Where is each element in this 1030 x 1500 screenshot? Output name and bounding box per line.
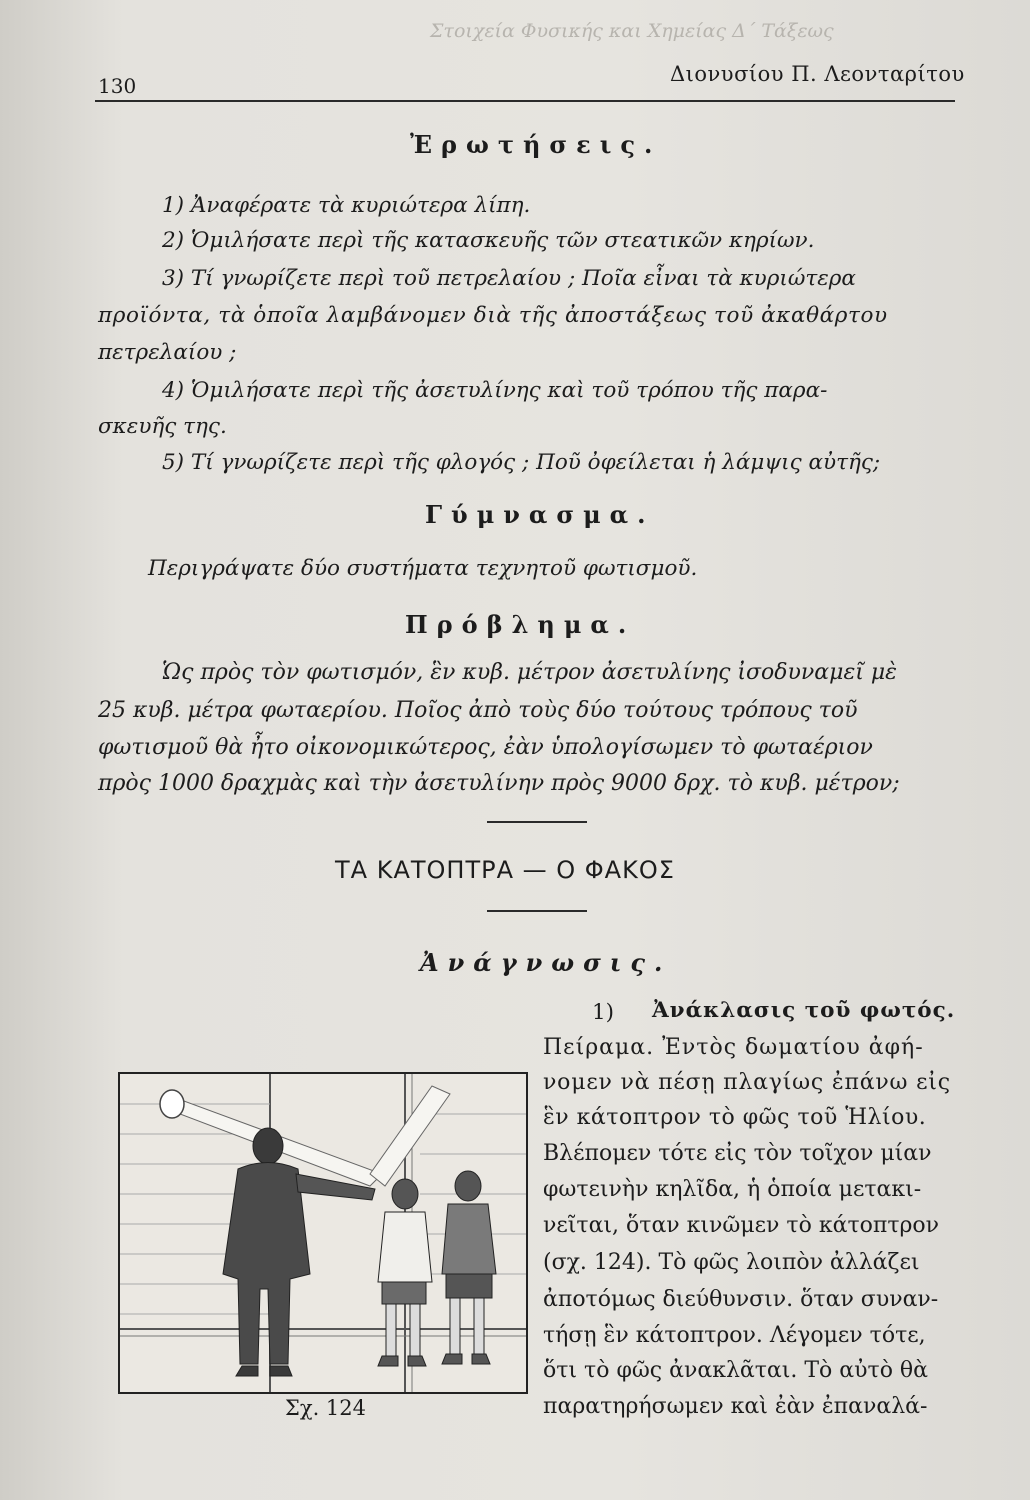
reading-line: τήσῃ ἓν κάτοπτρον. Λέγομεν τότε,	[543, 1323, 926, 1348]
question-line: 3) Τί γνωρίζετε περὶ τοῦ πετρελαίου ; Ποῖα εἶναι τὰ κυριώτερα	[162, 266, 856, 291]
reading-line: ὅτι τὸ φῶς ἀνακλᾶται. Τὸ αὐτὸ θὰ	[543, 1358, 929, 1383]
questions-title: Ἐρωτήσεις.	[410, 130, 662, 159]
reading-line: νεῖται, ὅταν κινῶμεν τὸ κάτοπτρον	[543, 1213, 940, 1238]
exercise-title: Γύμνασμα.	[425, 500, 655, 529]
figure-caption: Σχ. 124	[285, 1396, 367, 1420]
reading-line: Βλέπομεν τότε εἰς τὸν τοῖχον μίαν	[543, 1141, 932, 1166]
question-line: 2) Ὁμιλήσατε περὶ τῆς κατασκευῆς τῶν στεατικῶν κηρίων.	[162, 228, 815, 253]
question-line: σκευῆς της.	[98, 414, 227, 439]
mirror-reflection-illustration	[120, 1074, 526, 1392]
reading-line: φωτεινὴν κηλῖδα, ἡ ὁποία μετακι-	[543, 1177, 922, 1202]
problem-line: πρὸς 1000 δραχμὰς καὶ τὴν ἀσετυλίνην πρὸς 9000 δρχ. τὸ κυβ. μέτρον;	[98, 771, 900, 796]
problem-line: φωτισμοῦ θὰ ἦτο οἰκονομικώτερος, ἐὰν ὑπολογίσωμεν τὸ φωταέριον	[98, 735, 873, 760]
header-rule	[95, 100, 955, 102]
bleed-through-text: Στοιχεία Φυσικής και Χημείας Δ΄ Τάξεως	[430, 20, 834, 42]
problem-title: Πρόβλημα.	[405, 610, 636, 639]
reading-heading: Ἀνάκλασις τοῦ φωτός.	[652, 998, 956, 1023]
question-line: προϊόντα, τὰ ὁποῖα λαμβάνομεν διὰ τῆς ἀποστάξεως τοῦ ἀκαθάρτου	[98, 303, 888, 328]
reading-line: νομεν νὰ πέσῃ πλαγίως ἐπάνω εἰς	[543, 1070, 951, 1095]
figure-124	[118, 1072, 528, 1394]
separator-rule	[487, 910, 587, 912]
question-line: πετρελαίου ;	[98, 340, 237, 365]
reading-line: ἓν κάτοπτρον τὸ φῶς τοῦ Ἡλίου.	[543, 1105, 927, 1130]
page-number: 130	[98, 74, 137, 98]
reading-title: Ἀνάγνωσις.	[420, 948, 672, 977]
exercise-text: Περιγράψατε δύο συστήματα τεχνητοῦ φωτισμοῦ.	[148, 556, 698, 581]
problem-line: Ὡς πρὸς τὸν φωτισμόν, ἓν κυβ. μέτρον ἀσετυλίνης ἰσοδυναμεῖ μὲ	[162, 660, 897, 685]
separator-rule	[487, 821, 587, 823]
running-head: Διονυσίου Π. Λεονταρίτου	[670, 62, 965, 86]
section-title: ΤΑ ΚΑΤΟΠΤΡΑ — Ο ΦΑΚΟΣ	[335, 856, 675, 884]
question-line: 1) Ἀναφέρατε τὰ κυριώτερα λίπη.	[162, 193, 531, 218]
problem-line: 25 κυβ. μέτρα φωταερίου. Ποῖος ἀπὸ τοὺς δύο τούτους τρόπους τοῦ	[98, 698, 858, 723]
question-line: 5) Τί γνωρίζετε περὶ τῆς φλογός ; Ποῦ ὀφείλεται ἡ λάμψις αὐτῆς;	[162, 450, 881, 475]
question-line: 4) Ὁμιλήσατε περὶ τῆς ἀσετυλίνης καὶ τοῦ τρόπου τῆς παρα-	[162, 378, 828, 403]
reading-line: παρατηρήσωμεν καὶ ἐὰν ἐπαναλά-	[543, 1394, 928, 1419]
reading-line: Πείραμα. Ἐντὸς δωματίου ἀφή-	[543, 1035, 924, 1060]
reading-line: (σχ. 124). Τὸ φῶς λοιπὸν ἀλλάζει	[543, 1250, 920, 1275]
reading-heading-number: 1)	[592, 1000, 615, 1025]
reading-line: ἀποτόμως διεύθυνσιν. ὅταν συναν-	[543, 1287, 939, 1312]
